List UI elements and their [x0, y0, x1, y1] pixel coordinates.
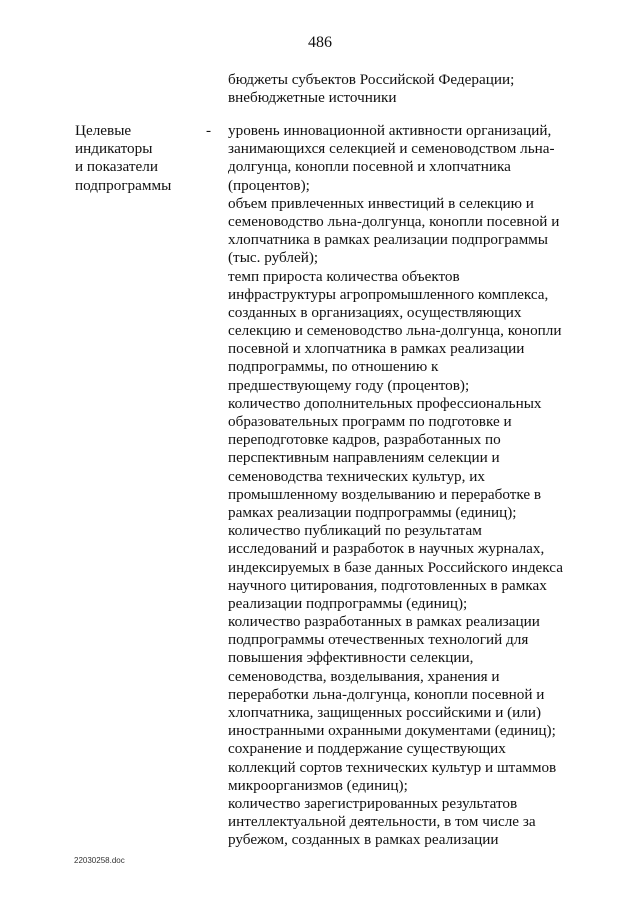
text-line: переработки льна-долгунца, конопли посевной и [228, 685, 545, 703]
text-line: селекцию и семеноводство льна-долгунца, конопли [228, 322, 562, 340]
text-line: количество публикаций по результатам [228, 522, 482, 540]
text-line: исследований и разработок в научных журналах, [228, 540, 545, 558]
text-line: иностранными охранными документами (единиц); [228, 722, 556, 740]
text-line: бюджеты субъектов Российской Федерации; [228, 71, 515, 88]
text-line: (процентов); [228, 176, 310, 194]
text-line: микроорганизмов (единиц); [228, 776, 408, 794]
text-line: количество дополнительных профессиональных [228, 394, 542, 412]
text-line: количество зарегистрированных результатов [228, 794, 518, 812]
text-line: долгунца, конопли посевной и хлопчатника [228, 158, 511, 176]
text-line: объем привлеченных инвестиций в селекцию и [228, 194, 534, 212]
label-line: и показатели [75, 158, 158, 176]
text-line: реализации подпрограммы (единиц); [228, 594, 468, 612]
text-line: переподготовке кадров, разработанных по [228, 431, 501, 449]
separator-dash: - [206, 122, 212, 139]
indicators-list [228, 122, 578, 850]
text-line: повышения эффективности селекции, [228, 649, 474, 667]
text-line: индексируемых в базе данных Российского индекса [228, 558, 563, 576]
text-line: (тыс. рублей); [228, 249, 319, 267]
text-line: семеноводства, возделывания, хранения и [228, 667, 500, 685]
text-line: хлопчатника в рамках реализации подпрограммы [228, 231, 548, 249]
text-line: посевной и хлопчатника в рамках реализации [228, 340, 525, 358]
text-line: семеноводства технических культур, их [228, 467, 485, 485]
text-line: подпрограммы, по отношению к [228, 358, 439, 376]
label-line: подпрограммы [75, 176, 172, 194]
text-line: рамках реализации подпрограммы (единиц); [228, 503, 517, 521]
text-line: образовательных программ по подготовке и [228, 413, 512, 430]
text-line: промышленному возделыванию и переработке в [228, 485, 542, 503]
text-line: рубежом, созданных в рамках реализации [228, 831, 499, 849]
text-line: предшествующему году (процентов); [228, 376, 470, 394]
text-line: интеллектуальной деятельности, в том числе за [228, 813, 536, 831]
text-line: подпрограммы отечественных технологий для [228, 631, 529, 649]
footer-filename: 22030258.doc [74, 856, 125, 865]
funding-sources [228, 71, 578, 107]
text-line: уровень инновационной активности организаций, [228, 122, 552, 139]
label-line: индикаторы [75, 140, 153, 158]
text-line: коллекций сортов технических культур и штаммов [228, 758, 557, 776]
text-line: семеноводство льна-долгунца, конопли посевной и [228, 212, 560, 230]
text-line: занимающихся селекцией и семеноводством льна- [228, 140, 555, 158]
text-line: количество разработанных в рамках реализации [228, 613, 540, 631]
section-label [75, 122, 195, 195]
text-line: сохранение и поддержание существующих [228, 740, 506, 758]
text-line: темп прироста количества объектов [228, 267, 460, 285]
page-number: 486 [308, 34, 332, 51]
text-line: хлопчатника, защищенных российскими и (или) [228, 704, 542, 721]
text-line: научного цитирования, подготовленных в рамках [228, 576, 547, 594]
text-line: инфраструктуры агропромышленного комплекса, [228, 285, 549, 303]
text-line: внебюджетные источники [228, 89, 397, 107]
label-line: Целевые [75, 122, 132, 139]
text-line: перспективным направлениям селекции и [228, 449, 500, 467]
text-line: созданных в организациях, осуществляющих [228, 303, 522, 321]
